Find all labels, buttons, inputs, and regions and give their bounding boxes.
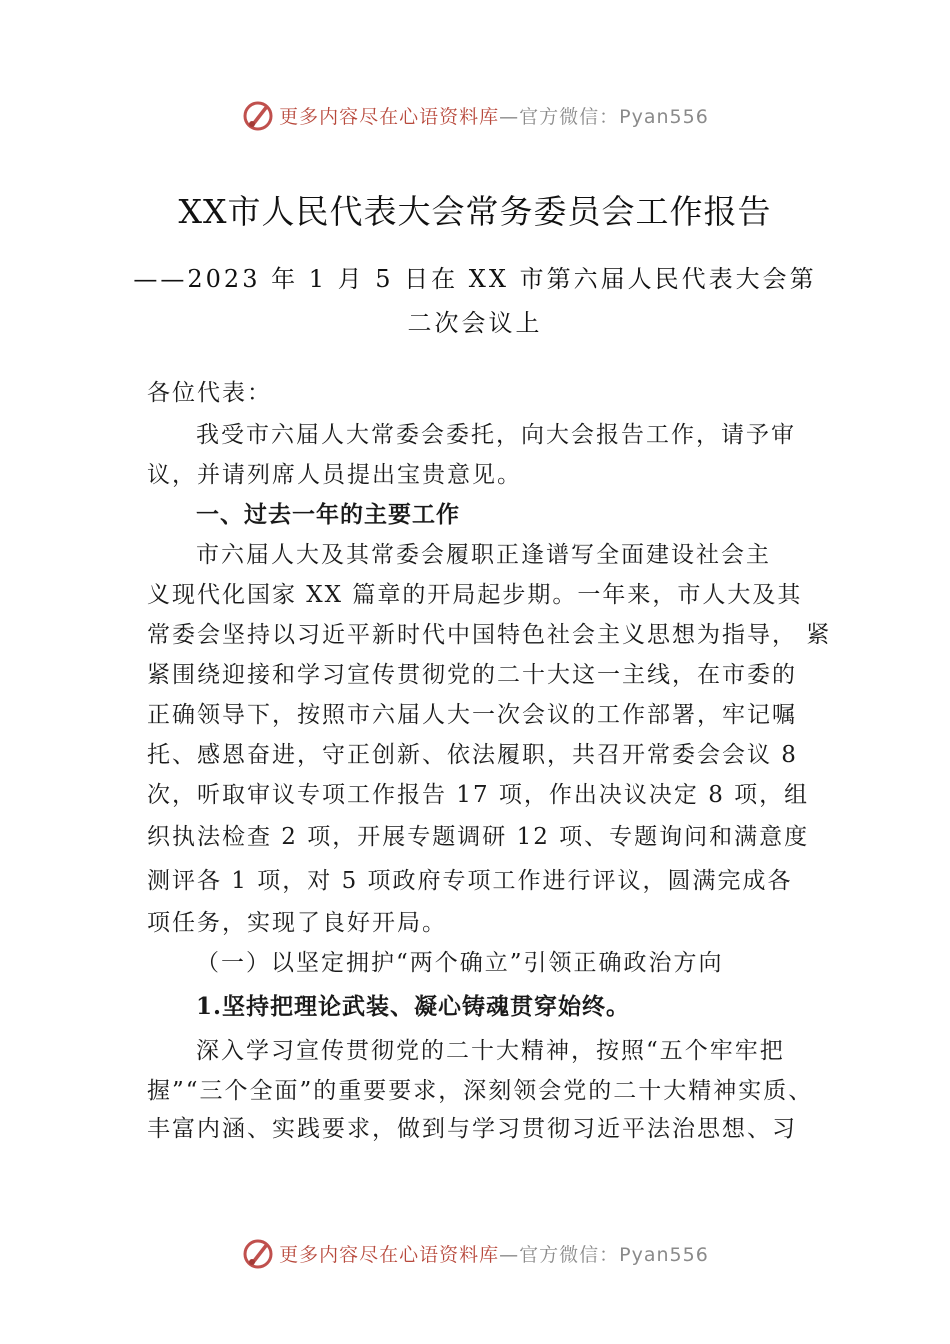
paragraph-line: 次，听取审议专项工作报告 17 项，作出决议决定 8 项，组	[147, 782, 810, 808]
paragraph-line: 我受市六届人大常委会委托，向大会报告工作，请予审	[196, 422, 796, 448]
paragraph-line: 托、感恩奋进，守正创新、依法履职，共召开常委会会议 8	[147, 742, 798, 768]
watermark-brand-text: 更多内容尽在心语资料库	[279, 105, 500, 128]
paragraph-line: 议，并请列席人员提出宝贵意见。	[147, 462, 522, 488]
salutation: 各位代表：	[147, 380, 272, 406]
section-heading: 一、过去一年的主要工作	[196, 502, 460, 528]
watermark-wechat-text: —官方微信：Pyan556	[499, 105, 709, 128]
paragraph-line: 丰富内涵、实践要求，做到与学习贯彻习近平法治思想、习	[147, 1116, 797, 1142]
brush-logo-icon	[241, 98, 275, 132]
subsection-heading: （一）以坚定拥护“两个确立”引领正确政治方向	[196, 950, 724, 976]
paragraph-line: 深入学习宣传贯彻党的二十大精神，按照“五个牢牢把	[196, 1038, 785, 1064]
paragraph-line: 市六届人大及其常委会履职正逢谱写全面建设社会主	[196, 542, 771, 568]
document-title: XX市人民代表大会常务委员会工作报告	[178, 192, 772, 231]
paragraph-line: 测评各 1 项，对 5 项政府专项工作进行评议，圆满完成各	[147, 868, 793, 894]
paragraph-line: 正确领导下，按照市六届人大一次会议的工作部署，牢记嘱	[147, 702, 797, 728]
paragraph-line: 握”“三个全面”的重要要求，深刻领会党的二十大精神实质、	[147, 1078, 814, 1104]
paragraph-line: 项任务，实现了良好开局。	[147, 910, 447, 936]
paragraph-line: 紧围绕迎接和学习宣传贯彻党的二十大这一主线，在市委的	[147, 662, 797, 688]
watermark-brand-text: 更多内容尽在心语资料库	[279, 1243, 500, 1266]
paragraph-line: 常委会坚持以习近平新时代中国特色社会主义思想为指导， 紧	[147, 622, 832, 648]
document-subtitle-line-1: ——2023 年 1 月 5 日在 XX 市第六届人民代表大会第	[133, 265, 817, 293]
item-heading: 1.坚持把理论武装、凝心铸魂贯穿始终。	[196, 993, 631, 1020]
footer-watermark	[0, 1233, 950, 1273]
paragraph-line: 义现代化国家 XX 篇章的开局起步期。一年来，市人大及其	[147, 582, 803, 608]
paragraph-line: 织执法检查 2 项，开展专题调研 12 项、专题询问和满意度	[147, 824, 810, 850]
document-subtitle-line-2: 二次会议上	[407, 309, 543, 337]
brush-logo-icon	[241, 1236, 275, 1270]
header-watermark	[0, 95, 950, 135]
watermark-wechat-text: —官方微信：Pyan556	[499, 1243, 709, 1266]
